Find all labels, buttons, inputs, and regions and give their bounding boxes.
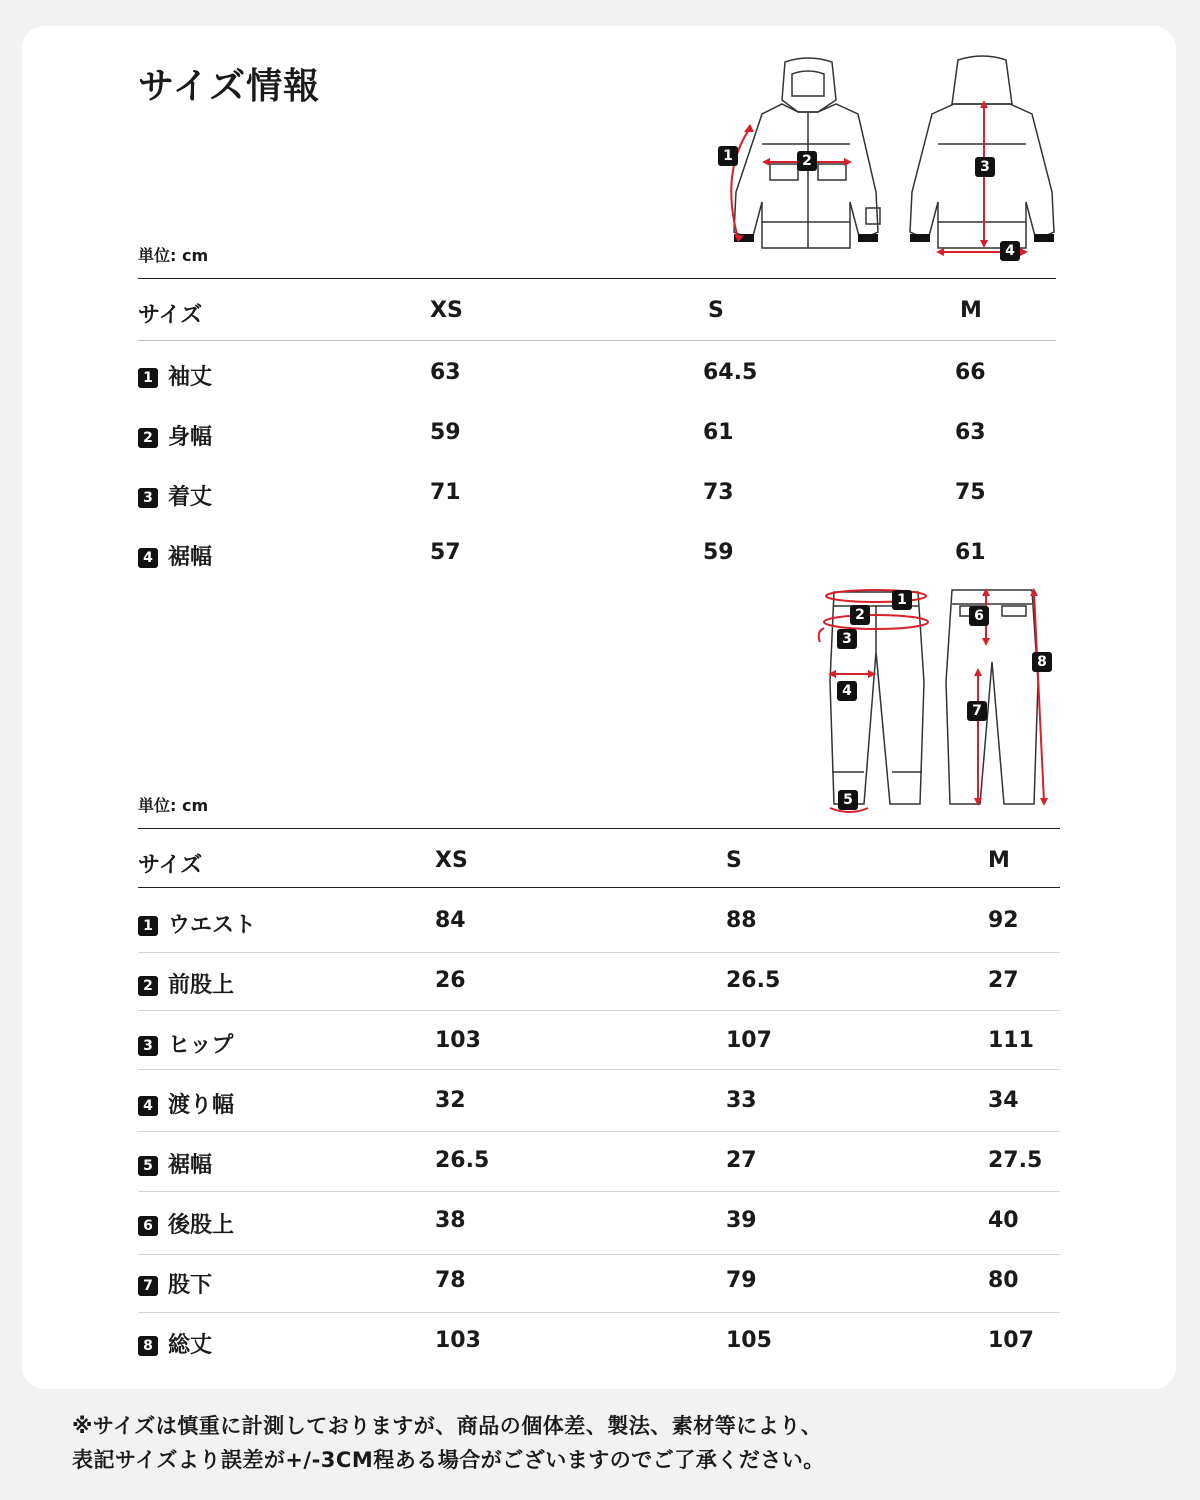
- cell-s: 64.5: [703, 360, 758, 385]
- row-number-badge: 2: [138, 976, 158, 996]
- jacket-header-s: S: [708, 298, 724, 323]
- cell-m: 61: [955, 540, 986, 565]
- pants-header-size: サイズ: [138, 853, 203, 878]
- row-number-badge: 7: [138, 1276, 158, 1296]
- row-number-badge: 8: [138, 1336, 158, 1356]
- row-divider: [138, 1312, 1060, 1313]
- cell-m: 92: [988, 908, 1019, 933]
- row-label: 身幅: [168, 425, 213, 450]
- cell-xs: 59: [430, 420, 461, 445]
- row-divider: [138, 1254, 1060, 1255]
- cell-m: 34: [988, 1088, 1019, 1113]
- row-label: 着丈: [168, 485, 213, 510]
- cell-s: 88: [726, 908, 757, 933]
- cell-s: 59: [703, 540, 734, 565]
- cell-m: 27.5: [988, 1148, 1043, 1173]
- pants-table-row: [138, 1268, 1058, 1308]
- pants-header-xs: XS: [435, 848, 468, 873]
- row-divider: [138, 1131, 1060, 1132]
- cell-s: 26.5: [726, 968, 781, 993]
- jacket-diagram-badge-2: 2: [797, 152, 827, 173]
- jacket-diagram: [700, 52, 1070, 267]
- cell-xs: 26: [435, 968, 466, 993]
- row-number-badge: 1: [138, 368, 158, 388]
- row-label: 股下: [168, 1273, 213, 1298]
- pants-header-s: S: [726, 848, 742, 873]
- pants-table-row: [138, 1208, 1058, 1248]
- jacket-table-top-rule: [138, 278, 1056, 279]
- jacket-header-m: M: [960, 298, 982, 323]
- cell-xs: 71: [430, 480, 461, 505]
- jacket-diagram-badge-3: 3: [975, 158, 1005, 179]
- cell-m: 27: [988, 968, 1019, 993]
- page-title: サイズ情報: [138, 66, 321, 107]
- jacket-table-row: [138, 360, 1058, 400]
- jacket-diagram-badge-1: 1: [718, 147, 748, 168]
- row-label: ヒップ: [168, 1033, 234, 1058]
- pants-diagram-badge-6: 6: [969, 607, 999, 628]
- jacket-table-row: [138, 420, 1058, 460]
- jacket-table-row: [138, 540, 1058, 580]
- cell-m: 63: [955, 420, 986, 445]
- cell-s: 105: [726, 1328, 772, 1353]
- row-label: 袖丈: [168, 365, 213, 390]
- footnote-line-1: ※サイズは慎重に計測しておりますが、商品の個体差、製法、素材等により、: [72, 1414, 823, 1438]
- cell-xs: 84: [435, 908, 466, 933]
- cell-s: 33: [726, 1088, 757, 1113]
- row-label: ウエスト: [168, 913, 257, 938]
- row-number-badge: 3: [138, 1036, 158, 1056]
- row-number-badge: 6: [138, 1216, 158, 1236]
- row-divider: [138, 1010, 1060, 1011]
- row-number-badge: 3: [138, 488, 158, 508]
- pants-table-row: [138, 968, 1058, 1008]
- cell-s: 61: [703, 420, 734, 445]
- row-label: 前股上: [168, 973, 235, 998]
- row-divider: [138, 1069, 1060, 1070]
- row-number-badge: 4: [138, 1096, 158, 1116]
- cell-s: 107: [726, 1028, 772, 1053]
- cell-m: 107: [988, 1328, 1034, 1353]
- pants-table-row: [138, 1088, 1058, 1128]
- cell-m: 75: [955, 480, 986, 505]
- pants-diagram-badge-3: 3: [837, 630, 867, 651]
- cell-s: 73: [703, 480, 734, 505]
- pants-header-m: M: [988, 848, 1010, 873]
- row-label: 総丈: [168, 1333, 213, 1358]
- jacket-header-xs: XS: [430, 298, 463, 323]
- row-label: 渡り幅: [168, 1093, 235, 1118]
- footnote-line-2: 表記サイズより誤差が+/-3CM程ある場合がございますのでご了承ください。: [72, 1448, 825, 1472]
- pants-table-row: [138, 908, 1058, 948]
- cell-s: 39: [726, 1208, 757, 1233]
- pants-table-top-rule: [138, 828, 1060, 829]
- pants-diagram-badge-4: 4: [837, 682, 867, 703]
- pants-table-row: [138, 1328, 1058, 1368]
- jacket-header-rule: [138, 340, 1056, 341]
- cell-m: 40: [988, 1208, 1019, 1233]
- pants-diagram-badge-1: 1: [892, 591, 922, 612]
- cell-xs: 103: [435, 1028, 481, 1053]
- row-label: 後股上: [168, 1213, 235, 1238]
- pants-unit-label: 単位: cm: [138, 796, 209, 815]
- row-label: 裾幅: [168, 545, 213, 570]
- cell-xs: 57: [430, 540, 461, 565]
- row-number-badge: 5: [138, 1156, 158, 1176]
- jacket-table-header: [138, 298, 1058, 338]
- cell-m: 111: [988, 1028, 1034, 1053]
- pants-diagram-badge-7: 7: [967, 702, 997, 723]
- cell-s: 79: [726, 1268, 757, 1293]
- pants-header-rule: [138, 887, 1060, 888]
- cell-xs: 32: [435, 1088, 466, 1113]
- cell-xs: 26.5: [435, 1148, 490, 1173]
- jacket-table-row: [138, 480, 1058, 520]
- cell-xs: 63: [430, 360, 461, 385]
- jacket-unit-label: 単位: cm: [138, 246, 209, 265]
- cell-xs: 38: [435, 1208, 466, 1233]
- cell-xs: 103: [435, 1328, 481, 1353]
- pants-diagram-badge-5: 5: [838, 791, 868, 812]
- cell-m: 66: [955, 360, 986, 385]
- row-divider: [138, 952, 1060, 953]
- cell-xs: 78: [435, 1268, 466, 1293]
- cell-m: 80: [988, 1268, 1019, 1293]
- row-number-badge: 4: [138, 548, 158, 568]
- cell-s: 27: [726, 1148, 757, 1173]
- pants-diagram-badge-2: 2: [850, 606, 880, 627]
- pants-table-row: [138, 1028, 1058, 1068]
- pants-table-header: [138, 848, 1058, 888]
- row-number-badge: 2: [138, 428, 158, 448]
- jacket-header-size: サイズ: [138, 303, 203, 328]
- jacket-diagram-badge-4: 4: [1000, 242, 1030, 263]
- row-number-badge: 1: [138, 916, 158, 936]
- row-label: 裾幅: [168, 1153, 213, 1178]
- pants-table-row: [138, 1148, 1058, 1188]
- row-divider: [138, 1191, 1060, 1192]
- pants-diagram-badge-8: 8: [1032, 653, 1062, 674]
